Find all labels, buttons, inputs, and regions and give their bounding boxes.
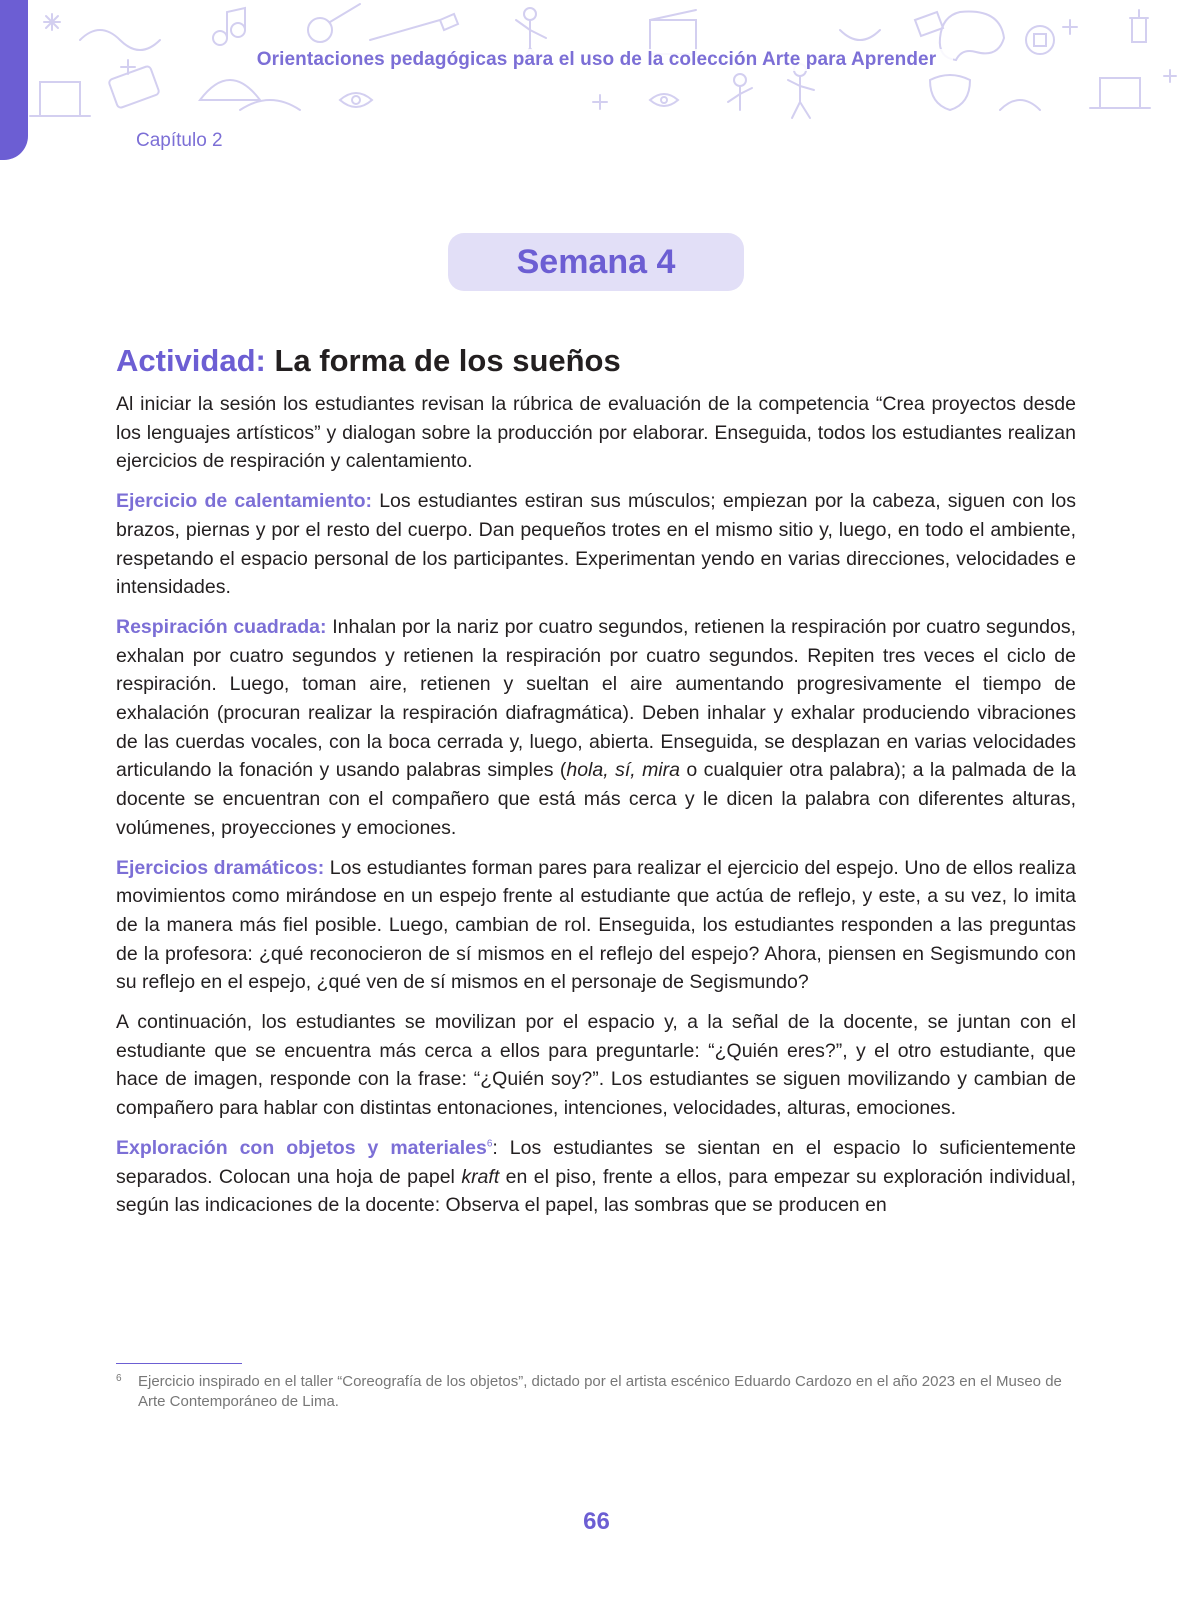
week-badge: Semana 4 xyxy=(448,233,744,291)
spray-bottle-icon xyxy=(1130,10,1148,42)
main-content xyxy=(116,340,1076,1231)
paintbrush-icon xyxy=(370,14,458,40)
running-header-title: Orientaciones pedagógicas para el uso de la colección Arte para Aprender xyxy=(240,49,953,71)
footnote-text: Ejercicio inspirado en el taller “Coreografía de los objetos”, dictado por el artista escénico Eduardo Cardozo en el año 2023 en el Museo de Arte Contemporáneo de Lima. xyxy=(138,1373,1062,1410)
exploration-italic-word: kraft xyxy=(461,1165,500,1188)
sparkle-icon xyxy=(593,95,607,109)
exploration-paragraph xyxy=(116,1134,1076,1220)
chapter-label: Capítulo 2 xyxy=(136,130,223,151)
warmup-text: Los estudiantes estiran sus músculos; empiezan por la cabeza, siguen con los brazos, piernas y por el resto del cuerpo. Dan pequeños trotes en el mismo sitio y, luego, en todo el ambiente, respetando el espacio personal de los participantes. Experimentan yendo en varias direcciones, velocidades e intensidades. xyxy=(116,490,1076,599)
activity-heading xyxy=(116,340,1076,382)
breathing-italic-words: hola, sí, mira xyxy=(566,759,680,782)
breathing-paragraph xyxy=(116,613,1076,843)
warmup-lead: Ejercicio de calentamiento: xyxy=(116,490,373,513)
drama-lead: Ejercicios dramáticos: xyxy=(116,856,325,879)
exploration-text-b: en el piso, frente a ellos, para empezar su exploración individual, según las indicaciones de la docente: Observa el papel, las sombras que se producen en xyxy=(116,1165,1077,1217)
sparkle-icon xyxy=(1164,70,1176,82)
figure-icon xyxy=(788,64,814,118)
eye-icon xyxy=(340,93,372,107)
activity-title: La forma de los sueños xyxy=(274,343,621,378)
ticket-icon xyxy=(108,65,160,108)
activity-label: Actividad: xyxy=(116,343,266,378)
footnote-number: 6 xyxy=(116,1373,122,1384)
drama-text: Los estudiantes forman pares para realizar el ejercicio del espejo. Uno de ellos realiza movimientos como mirándose en un espejo frente al estudiante que actúa de reflejo, y este, a su vez, lo imita de la manera más fiel posible. Luego, cambian de rol. Enseguida, los estudiantes responden a las preguntas de la profesora: ¿qué reconocieron de sí mismos en el reflejo del espejo? Ahora, piensen en Segismundo con su reflejo en el espejo, ¿qué ven de sí mismos en el personaje de Segismundo? xyxy=(116,856,1076,994)
sparkle-icon xyxy=(1063,20,1077,34)
warmup-paragraph xyxy=(116,487,1076,602)
breathing-text-b: o cualquier otra palabra); a la palmada de la docente se encuentran con el compañero que está más cerca y le dicen la palabra con diferentes alturas, volúmenes, proyecciones y emociones. xyxy=(116,759,1076,839)
footnote xyxy=(116,1372,1076,1412)
continuation-paragraph: A continuación, los estudiantes se movilizan por el espacio y, a la señal de la docente, se juntan con el estudiante que se encuentra más cerca a ellos para preguntarle: “¿Quién eres?”, y el otro estudiante, que hace de imagen, responde con la frase: “¿Quién soy?”. Los estudiantes se siguen movilizando y cambian de compañero para hablar con distintas entonaciones, intenciones, velocidades, alturas, emociones. xyxy=(116,1011,1076,1120)
clapperboard-icon xyxy=(650,10,696,54)
page-number: 66 xyxy=(583,1508,610,1535)
mask-icon xyxy=(930,75,970,110)
intro-paragraph: Al iniciar la sesión los estudiantes revisan la rúbrica de evaluación de la competencia “Crea proyectos desde los lenguajes artísticos” y dialogan sobre la producción por elaborar. Enseguida, todos los estudiantes realizan ejercicios de respiración y calentamiento. xyxy=(116,393,1076,473)
eye-icon xyxy=(650,94,678,106)
top-hat-icon xyxy=(30,82,90,116)
exploration-lead: Exploración con objetos y materiales xyxy=(116,1136,487,1159)
breathing-lead: Respiración cuadrada: xyxy=(116,615,327,638)
coin-icon xyxy=(1026,26,1054,54)
sparkle-icon xyxy=(44,14,60,30)
guitar-icon xyxy=(308,4,360,42)
drama-paragraph xyxy=(116,854,1076,998)
fan-icon xyxy=(200,80,260,100)
dancer-icon xyxy=(728,74,752,110)
breathing-text-a: Inhalan por la nariz por cuatro segundos, retienen la respiración por cuatro segundos, exhalan por cuatro segundos y retienen la respiración por cuatro segundos. Repiten tres veces el ciclo de respiración. Luego, toman aire, retienen y sueltan el aire aumentando progresivamente el tiempo de exhalación (procuran realizar la respiración diafragmática). Deben inhalar y exhalar produciendo vibraciones de las cuerdas vocales, con la boca cerrada y, luego, abierta. Enseguida, se desplazan en varias velocidades articulando la fonación y usando palabras simples ( xyxy=(116,615,1077,782)
music-note-icon xyxy=(213,8,245,45)
footnote-divider xyxy=(116,1363,242,1364)
footnote-reference[interactable]: 6 xyxy=(486,1138,493,1150)
paint-tube-icon xyxy=(915,12,943,36)
top-hat-icon xyxy=(1090,78,1150,108)
exploration-text-a: : Los estudiantes se sientan en el espacio lo suficientemente separados. Colocan una hoja de papel xyxy=(116,1136,1076,1188)
